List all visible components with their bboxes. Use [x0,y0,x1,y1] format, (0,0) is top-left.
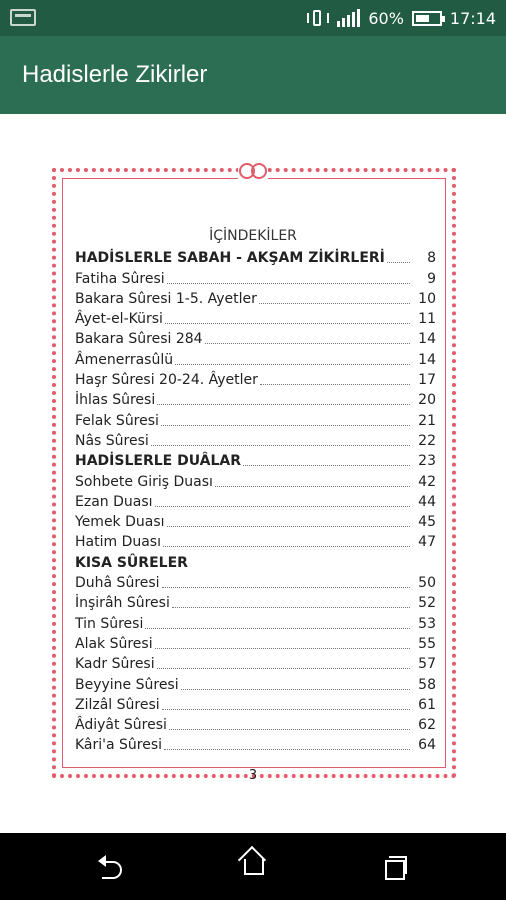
toc-page: 45 [418,514,436,531]
toc-title: İÇİNDEKİLER [209,228,297,244]
toc-row[interactable] [75,430,436,450]
screenshot-icon [10,9,36,26]
toc-label: Alak Sûresi [75,635,153,652]
toc-label: İhlas Sûresi [75,392,156,409]
toc-leader [387,262,410,263]
toc-leader [172,607,410,608]
battery-icon [412,11,442,26]
toc-row[interactable] [75,450,436,470]
toc-leader [157,668,410,669]
toc-leader [151,445,410,446]
status-right [307,0,496,36]
toc-label: HADİSLERLE DUÂLAR [75,453,242,470]
toc-row[interactable] [75,714,436,734]
toc-row[interactable] [75,348,436,368]
home-button[interactable] [238,851,270,883]
toc-label: Âmenerrasûlü [75,351,174,368]
clock: 17:14 [449,8,496,28]
toc-page: 44 [418,493,436,510]
toc-leader [155,506,410,507]
toc-page: 52 [418,595,436,612]
toc-label: Hatim Duası [75,534,161,551]
toc-label: Âyet-el-Kürsi [75,311,163,328]
toc-leader [155,648,410,649]
app-bar [0,36,506,114]
toc-row[interactable] [75,734,436,754]
toc-page: 10 [418,290,436,307]
toc-page: 58 [418,676,436,693]
toc-row[interactable] [75,633,436,653]
vibrate-icon [307,8,329,28]
toc-label: Duhâ Sûresi [75,575,160,592]
toc-label: Nâs Sûresi [75,432,149,449]
toc-row[interactable] [75,470,436,490]
toc-row[interactable] [75,612,436,632]
toc-row[interactable] [75,572,436,592]
toc-leader [175,364,410,365]
toc-label: İnşirâh Sûresi [75,595,170,612]
toc-label: Yemek Duası [75,514,165,531]
ornament-icon [238,160,268,180]
toc-label: HADİSLERLE SABAH - AKŞAM ZİKİRLERİ [75,250,385,267]
toc-leader [181,689,410,690]
toc-leader [167,526,410,527]
toc-row[interactable] [75,592,436,612]
toc-label: KISA SÛRELER [75,554,188,571]
toc-label: Kâri'a Sûresi [75,737,163,754]
toc-row[interactable] [75,673,436,693]
home-icon [244,859,264,875]
toc-leader [161,425,410,426]
toc-row[interactable] [75,389,436,409]
toc-row[interactable] [75,288,436,308]
toc-page: 21 [418,412,436,429]
toc-leader [157,404,410,405]
toc-leader [215,486,410,487]
toc-row[interactable] [75,694,436,714]
toc-label: Zilzâl Sûresi [75,696,160,713]
toc-leader [169,729,410,730]
toc-row[interactable] [75,531,436,551]
toc-leader [260,384,410,385]
toc-label: Bakara Sûresi 1-5. Ayetler [75,290,257,307]
toc-row[interactable] [75,653,436,673]
toc-row[interactable] [75,308,436,328]
nav-bar [0,833,506,900]
toc-row[interactable] [75,328,436,348]
toc-leader [165,323,410,324]
toc-page: 11 [418,311,436,328]
toc-list [75,247,436,754]
toc-label: Fatiha Sûresi [75,270,165,287]
toc-page: 8 [427,250,436,267]
toc-page: 42 [418,473,436,490]
toc-leader [162,709,410,710]
toc-page: 47 [418,534,436,551]
toc-leader [205,343,410,344]
toc-row[interactable] [75,409,436,429]
recent-apps-icon [385,860,405,880]
page-number: 3 [248,768,258,783]
toc-leader [167,283,410,284]
back-button[interactable] [98,851,130,883]
toc-leader [162,587,410,588]
toc-leader [145,628,410,629]
toc-page: 14 [418,351,436,368]
toc-page: 50 [418,575,436,592]
toc-page: 22 [418,432,436,449]
recent-apps-button[interactable] [380,851,412,883]
toc-row[interactable] [75,551,436,571]
toc-row[interactable] [75,247,436,267]
toc-page: 57 [418,656,436,673]
toc-page: 20 [418,392,436,409]
toc-leader [164,749,410,750]
toc-page: 23 [418,453,436,470]
toc-label: Âdiyât Sûresi [75,717,167,734]
toc-label: Haşr Sûresi 20-24. Âyetler [75,372,258,389]
toc-page: 17 [418,372,436,389]
toc-page: 55 [418,635,436,652]
toc-row[interactable] [75,511,436,531]
status-bar [0,0,506,36]
toc-leader [259,303,410,304]
toc-row[interactable] [75,369,436,389]
app-title: Hadislerle Zikirler [22,61,208,88]
toc-page: 64 [418,737,436,754]
signal-icon [337,9,360,27]
toc-page: 61 [418,696,436,713]
toc-leader [163,546,410,547]
toc-leader [243,465,410,466]
toc-label: Felak Sûresi [75,412,159,429]
toc-page: 9 [427,270,436,287]
toc-row[interactable] [75,267,436,287]
toc-label: Ezan Duası [75,493,153,510]
battery-percent: 60% [368,8,404,28]
toc-label: Sohbete Giriş Duası [75,473,213,490]
toc-row[interactable] [75,491,436,511]
toc-page: 62 [418,717,436,734]
toc-page: 14 [418,331,436,348]
toc-label: Bakara Sûresi 284 [75,331,203,348]
toc-label: Beyyine Sûresi [75,676,179,693]
toc-label: Tin Sûresi [75,615,144,632]
toc-page: 53 [418,615,436,632]
toc-label: Kadr Sûresi [75,656,155,673]
